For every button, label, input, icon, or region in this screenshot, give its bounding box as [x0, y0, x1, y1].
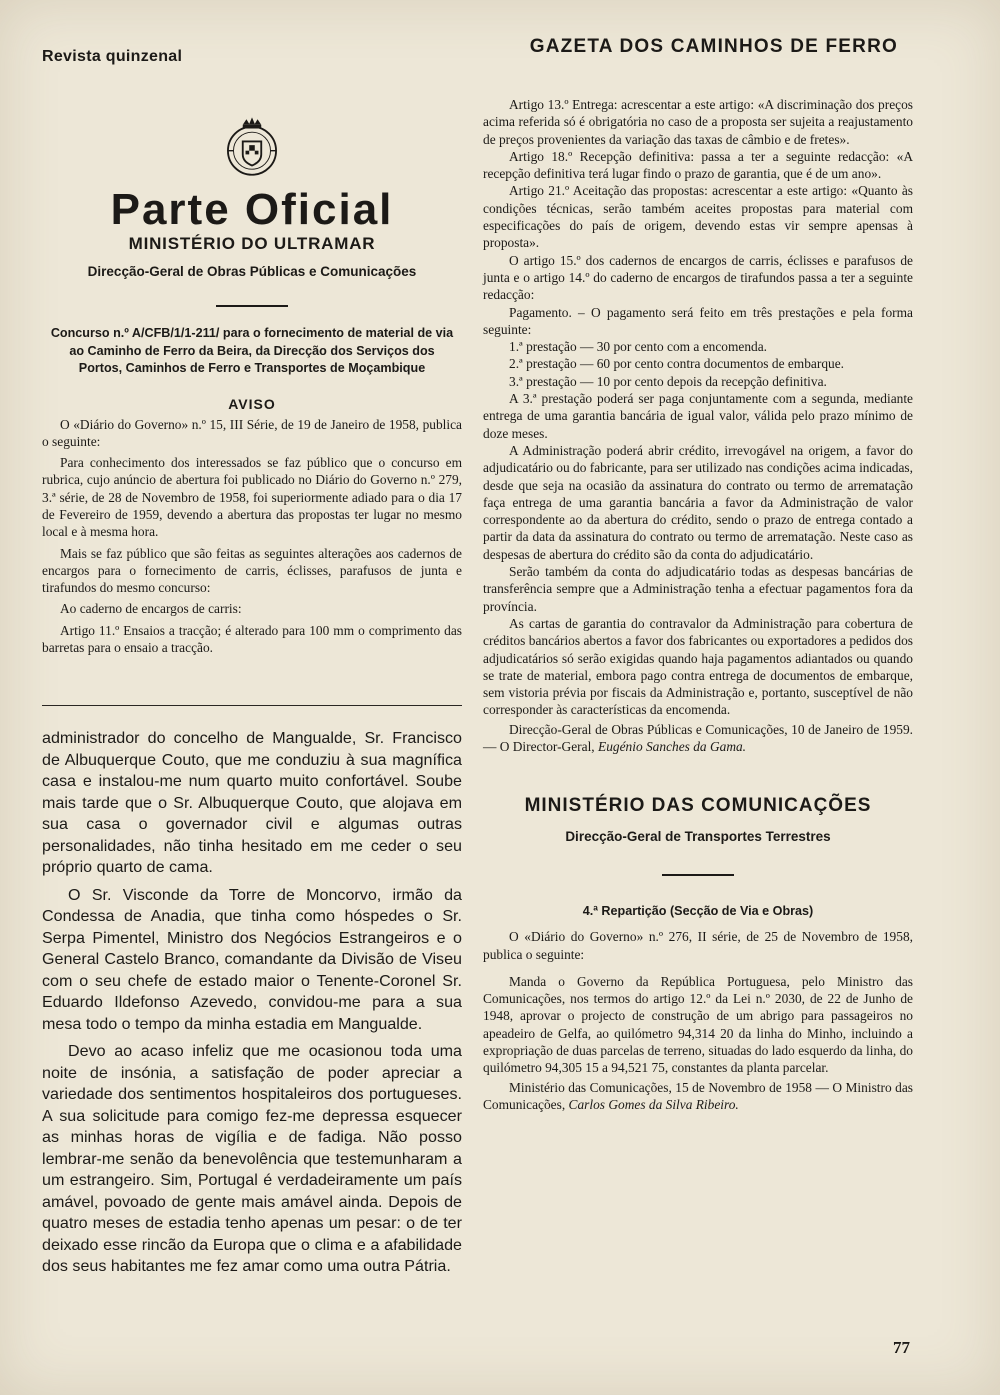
signature-line-2 [483, 1079, 913, 1114]
payment-item: 1.ª prestação — 30 por cento com a encomenda. [509, 339, 768, 355]
article-paragraph: O Sr. Visconde da Torre de Moncorvo, irmão da Condessa de Anadia, que tinha como hóspedes o Sr. Serpa Pimentel, Ministro dos Negócios Estrangeiros e o General Castelo Branco, comandante da Divisão de Viseu com o seu chefe de estado maior o Tenente-Coronel Sr. Eduardo Ildefonso Azevedo, convidou-me para a sua mesa todo o tempo da minha estadia em Mangualde. [42, 885, 462, 1033]
coat-of-arms-icon [215, 110, 289, 184]
paragraph: Ao caderno de encargos de carris: [60, 601, 242, 617]
paragraph: Mais se faz público que são feitas as seguintes alterações aos cadernos de encargos para o fornecimento de carris, éclisses, parafusos de junta e tirafundos do mesmo concurso: [42, 545, 462, 596]
paragraph: O «Diário do Governo» n.º 276, II série, de 25 de Novembro de 1958, publica o seguinte: [483, 929, 913, 962]
paragraph: O artigo 15.º dos cadernos de encargos de carris, éclisses e parafusos de junta e o artigo 14.º do caderno de encargos de tirafundos passa a ter a seguinte redacção: [483, 252, 913, 303]
reparticao-heading: 4.ª Repartição (Secção de Via e Obras) [582, 904, 814, 919]
section-title: Parte Oficial [110, 185, 394, 234]
left-column-article [42, 728, 462, 1284]
concurso-heading: Concurso n.º A/CFB/1/1-211/ para o fornecimento de material de via ao Caminho de Ferro da Beira, da Direcção dos Serviços dos Portos, Caminhos de Ferro e Transportes de Moçambique [50, 326, 454, 375]
paragraph: A 3.ª prestação poderá ser paga conjuntamente com a segunda, mediante entrega de uma garantia bancária de igual valor, válida pelo prazo mínimo de doze meses. [483, 391, 913, 441]
payment-item: 3.ª prestação — 10 por cento depois da recepção definitiva. [509, 373, 827, 389]
direction-heading: Direcção-Geral de Obras Públicas e Comunicações [87, 264, 417, 279]
article-paragraph: administrador do concelho de Mangualde, Sr. Francisco de Albuquerque Couto, que me conduziu à sua magnífica casa e instalou-me num quarto muito confortável. Soube mais tarde que o Sr. Albuquerque Couto, que alojava em sua casa o governador civil e algumas outras personalidades, não tinha hesitado em me ceder o seu próprio quarto de cama. [42, 729, 462, 876]
article-paragraph: Devo ao acaso infeliz que me ocasionou toda uma noite de insónia, a satisfação de poder apreciar a variedade dos sentimentos hospitaleiros dos portugueses. A sua solicitude para comigo fez-me depressa esquecer as minhas horas de vigília e de fadiga. Não posso lembrar-me senão da benevolência que testemunharam a um estrangeiro. Sim, Portugal é verdadeiramente um país amável, povoado de gente mais amável ainda. Depois de quatro meses de estadia tenho apenas um pesar: o de ter deixado esse rincão da Europa que o clima e a afabilidade dos seus habitantes me fez amar como uma outra Pátria. [42, 1042, 462, 1275]
paragraph: Para conhecimento dos interessados se faz público que o concurso em rubrica, cujo anúncio de abertura foi publicado no Diário do Governo n.º 279, 3.ª série, de 28 de Novembro de 1958, foi superiormente adiado para o dia 17 de Fevereiro de 1959, devendo a abertura das propostas ter lugar no mesmo local e à mesma hora. [42, 455, 462, 540]
signature-text: Direcção-Geral de Obras Públicas e Comunicações, 10 de Janeiro de 1959. — O Director-Geral, [483, 721, 913, 754]
payment-item: 2.ª prestação — 60 por cento contra documentos de embarque. [509, 356, 844, 372]
ministry-heading: MINISTÉRIO DO ULTRAMAR [128, 234, 376, 253]
paragraph: O «Diário do Governo» n.º 15, III Série, de 19 de Janeiro de 1958, publica o seguinte: [42, 416, 462, 449]
paragraph: Artigo 21.º Aceitação das propostas: acrescentar a este artigo: «Quanto às condições técnicas, serão também aceites propostas para material com especificações do país de origem, devendo estas vir sempre apensas à proposta». [483, 183, 913, 251]
direction-heading-2: Direcção-Geral de Transportes Terrestres [565, 829, 831, 845]
right-column [483, 96, 913, 1113]
paragraph: Pagamento. – O pagamento será feito em três prestações e pela forma seguinte: [483, 304, 913, 337]
signature-name: Eugénio Sanches da Gama. [598, 738, 747, 754]
signature-line [483, 721, 913, 756]
page-number: 77 [893, 1338, 910, 1357]
running-header-right: GAZETA DOS CAMINHOS DE FERRO [529, 36, 898, 57]
divider-rule [216, 305, 288, 307]
divider-rule-2 [662, 874, 734, 876]
signature-text: Ministério das Comunicações, 15 de Novembro de 1958 — O Ministro das Comunicações, [483, 1079, 913, 1112]
column-divider [42, 705, 462, 706]
paragraph: Artigo 13.º Entrega: acrescentar a este artigo: «A discriminação dos preços acima referida só é obrigatória no caso de a proposta ser sujeita a reajustamento de preços provenientes da variação das taxas de câmbio e de fretes». [483, 97, 913, 147]
paragraph: Serão também da conta do adjudicatário todas as despesas bancárias de transferência sempre que a Administração tenha a efectuar pagamentos fora da província. [483, 564, 913, 614]
paragraph: As cartas de garantia do contravalor da Administração para cobertura de créditos bancários abertos a favor dos fabricantes ou exportadores a pedidos dos adjudicatários só serão exigidas quando haja pagamentos adiantados ou quando se trate de material, embora pago contra entrega de documentos de embarque, sem vistoria prévia por fiscais da Administração e, portanto, susceptível de não corresponder às características da encomenda. [483, 615, 913, 718]
running-header-left: Revista quinzenal [42, 48, 183, 65]
paragraph: Artigo 18.º Recepção definitiva: passa a ter a seguinte redacção: «A recepção definitiva terá lugar findo o prazo de garantia, que é de um ano». [483, 148, 913, 182]
ministry-heading-2: MINISTÉRIO DAS COMUNICAÇÕES [524, 795, 872, 817]
left-column-official [42, 98, 462, 660]
paragraph: Manda o Governo da República Portuguesa, pelo Ministro das Comunicações, nos termos do artigo 12.º da Lei n.º 2030, de 22 de Junho de 1948, aprovar o projecto de construção de um abrigo para passageiros no apeadeiro de Gelfa, ao quilómetro 94,314 20 da linha do Minho, incluindo a expropriação de duas parcelas de terreno, situadas do lado esquerdo da linha, do quilómetro 94,305 15 a 94,521 75, constantes da planta parcelar. [483, 973, 913, 1076]
aviso-heading: AVISO [228, 395, 276, 412]
paragraph: Artigo 11.º Ensaios a tracção; é alterado para 100 mm o comprimento das barretas para o ensaio a tracção. [42, 622, 462, 656]
signature-name: Carlos Gomes da Silva Ribeiro. [568, 1096, 739, 1112]
paragraph: A Administração poderá abrir crédito, irrevogável na origem, a favor do adjudicatário ou do fabricante, para ser utilizado nas condições acima indicadas, desde que seja na ocasião da assinatura do contrato ou termo de arrematação faça entrega de uma garantia bancária a favor da Administração de valor correspondente ao da abertura do crédito, sendo o prazo de entrega contado a partir da data da assinatura do contrato ou termo de arrematação. Neste caso as despesas de abertura do crédito são da conta do adjudicatário. [483, 442, 913, 562]
